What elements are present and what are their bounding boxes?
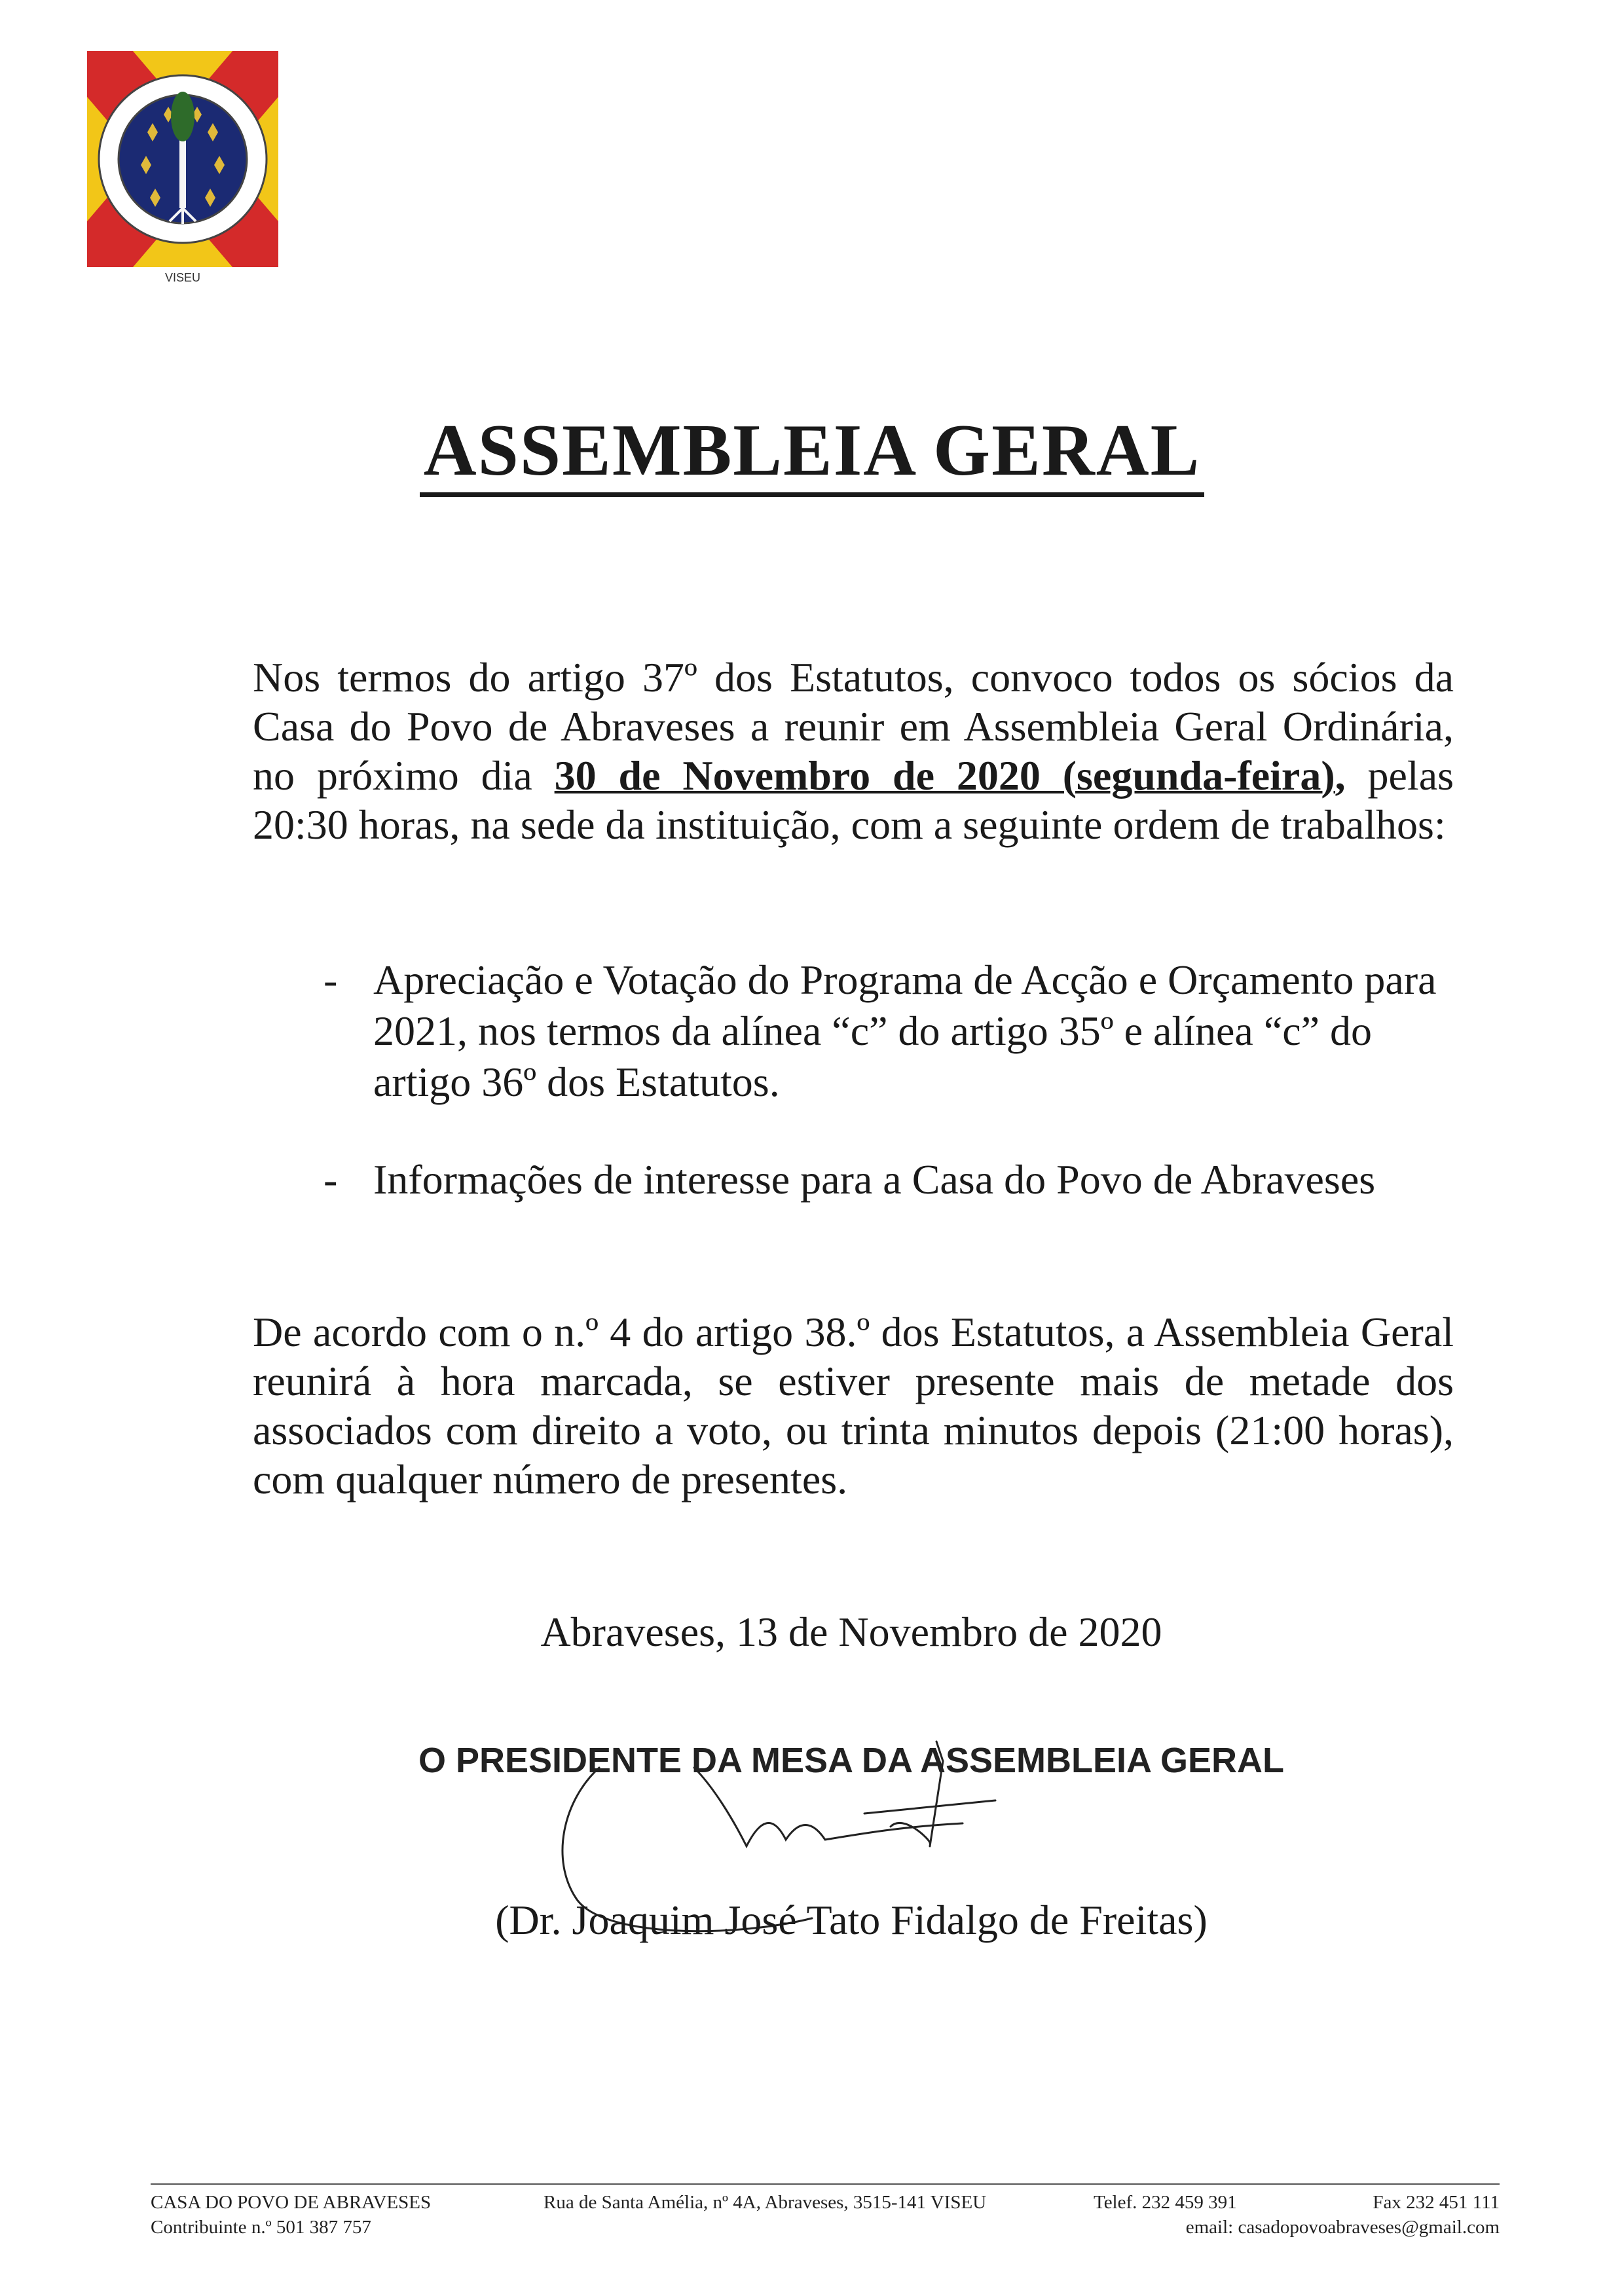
organization-logo <box>87 51 278 293</box>
footer-divider <box>151 2183 1500 2185</box>
footer-phone: Telef. 232 459 391 <box>1094 2192 1237 2213</box>
signatory-role: O PRESIDENTE DA MESA DA ASSEMBLEIA GERAL <box>418 1741 1285 1780</box>
agenda-bullet: - <box>323 957 338 1003</box>
footer-email: email: casadopovoabraveses@gmail.com <box>1185 2217 1500 2238</box>
logo-viseu-text: VISEU <box>164 271 201 284</box>
meeting-date-highlight: 30 de Novembro de 2020 (segunda-feira), <box>554 752 1346 799</box>
convocation-paragraph: Nos termos do artigo 37º dos Estatutos, convoco todos os sócios da Casa do Povo de Abraveses a reunir em Assembleia Geral Ordinária, no próximo dia 30 de Novembro de 2020 (segunda-feira), pelas 20:30 horas, na sede da instituição, com a seguinte ordem de trabalhos: <box>253 654 1454 848</box>
footer-organization <box>151 2190 431 2240</box>
footer-contact <box>1186 2190 1500 2240</box>
footer-org-name: CASA DO POVO DE ABRAVESES <box>151 2192 432 2213</box>
footer-fax: Fax 232 451 111 <box>1373 2192 1500 2213</box>
agenda-bullet: - <box>323 1156 338 1203</box>
agenda-item-text: Apreciação e Votação do Programa de Acção e Orçamento para 2021, nos termos da alínea “c” do artigo 35º e alínea “c” do artigo 36º dos Estatutos. <box>373 957 1437 1105</box>
agenda-item-text: Informações de interesse para a Casa do Povo de Abraveses <box>373 1156 1376 1203</box>
document-title: ASSEMBLEIA GERAL <box>0 412 1624 497</box>
logo-emblem <box>87 51 278 293</box>
footer-address: Rua de Santa Amélia, nº 4A, Abraveses, 3515-141 VISEU <box>544 2192 987 2213</box>
date-line: Abraveses, 13 de Novembro de 2020 <box>540 1609 1162 1655</box>
quorum-paragraph: De acordo com o n.º 4 do artigo 38.º dos Estatutos, a Assembleia Geral reunirá à hora marcada, se estiver presente mais de metade dos associados com direito a voto, ou trinta minutos depois (21:00 horas), com qualquer número de presentes. <box>253 1309 1454 1503</box>
footer-nif: Contribuinte n.º 501 387 757 <box>151 2217 371 2238</box>
signatory-name: (Dr. Joaquim José Tato Fidalgo de Freitas) <box>495 1897 1208 1943</box>
